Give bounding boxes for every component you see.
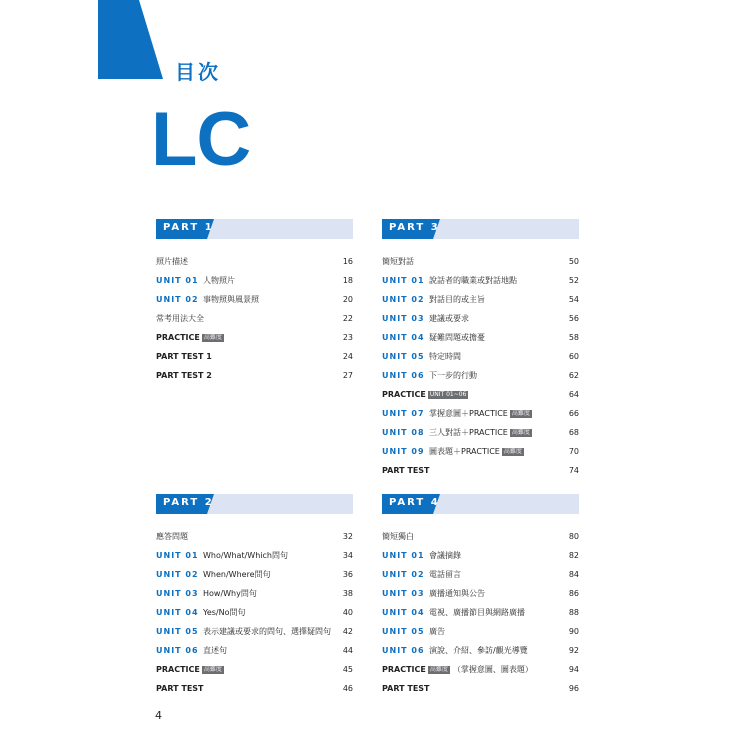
section-title: LC bbox=[151, 97, 251, 182]
part-label: PART 2 bbox=[163, 497, 214, 508]
entry-page-number: 46 bbox=[342, 683, 353, 693]
entry-title: 簡短對話 bbox=[382, 256, 414, 266]
toc-entry[interactable] bbox=[382, 366, 579, 385]
part-header bbox=[382, 494, 579, 514]
toc-entry[interactable] bbox=[156, 679, 353, 698]
toc-entry[interactable] bbox=[156, 366, 353, 385]
entry-suffix: （掌握意圖、圖表題） bbox=[452, 664, 533, 674]
entry-title: 事物照與風景照 bbox=[203, 294, 259, 304]
toc-entry[interactable] bbox=[156, 641, 353, 660]
entry-page-number: 82 bbox=[568, 550, 579, 560]
entry-page-number: 38 bbox=[342, 588, 353, 598]
unit-label: UNIT 01 bbox=[156, 550, 199, 560]
toc-entry[interactable] bbox=[382, 584, 579, 603]
difficulty-badge: UNIT 01~06 bbox=[429, 390, 467, 398]
toc-entry[interactable] bbox=[156, 546, 353, 565]
entry-page-number: 23 bbox=[342, 332, 353, 342]
entry-page-number: 40 bbox=[342, 607, 353, 617]
entry-title: 廣告 bbox=[429, 626, 445, 636]
entry-title: 照片描述 bbox=[156, 256, 188, 266]
entry-page-number: 52 bbox=[568, 275, 579, 285]
entry-page-number: 74 bbox=[568, 465, 579, 475]
part-4-section bbox=[382, 494, 579, 698]
unit-label: UNIT 01 bbox=[156, 275, 199, 285]
entry-title: Who/What/Which問句 bbox=[203, 550, 288, 560]
entry-page-number: 86 bbox=[568, 588, 579, 598]
unit-label: UNIT 06 bbox=[382, 645, 425, 655]
toc-entry[interactable] bbox=[156, 527, 353, 546]
entry-page-number: 88 bbox=[568, 607, 579, 617]
unit-label: UNIT 02 bbox=[156, 569, 199, 579]
entry-page-number: 45 bbox=[342, 664, 353, 674]
unit-label: UNIT 03 bbox=[382, 588, 425, 598]
entry-page-number: 50 bbox=[568, 256, 579, 266]
entry-title: PART TEST 2 bbox=[156, 370, 212, 380]
entry-title: 特定時間 bbox=[429, 351, 461, 361]
entry-page-number: 64 bbox=[568, 389, 579, 399]
entry-title: 三人對話＋PRACTICE bbox=[429, 427, 508, 437]
part-label: PART 4 bbox=[389, 497, 440, 508]
entry-title: 會議摘錄 bbox=[429, 550, 461, 560]
entry-page-number: 27 bbox=[342, 370, 353, 380]
entry-title: 說話者的職業或對話地點 bbox=[429, 275, 517, 285]
entry-page-number: 56 bbox=[568, 313, 579, 323]
entry-title: 下一步的行動 bbox=[429, 370, 477, 380]
toc-entry[interactable] bbox=[156, 565, 353, 584]
part-label: PART 3 bbox=[389, 222, 440, 233]
entry-title: 建議或要求 bbox=[429, 313, 469, 323]
unit-label: UNIT 06 bbox=[156, 645, 199, 655]
entry-title: PART TEST bbox=[382, 465, 430, 475]
entry-title: PART TEST bbox=[382, 683, 430, 693]
toc-entry[interactable] bbox=[156, 252, 353, 271]
toc-entry[interactable] bbox=[382, 404, 579, 423]
part-header bbox=[382, 219, 579, 239]
unit-label: UNIT 07 bbox=[382, 408, 425, 418]
entry-title: PRACTICE bbox=[156, 332, 200, 342]
entry-title: PART TEST bbox=[156, 683, 204, 693]
entry-page-number: 70 bbox=[568, 446, 579, 456]
unit-label: UNIT 04 bbox=[382, 332, 425, 342]
entry-page-number: 54 bbox=[568, 294, 579, 304]
entry-title: 常考用法大全 bbox=[156, 313, 204, 323]
toc-entry[interactable] bbox=[382, 442, 579, 461]
unit-label: UNIT 02 bbox=[156, 294, 199, 304]
toc-entry[interactable] bbox=[156, 347, 353, 366]
entry-page-number: 66 bbox=[568, 408, 579, 418]
entry-page-number: 20 bbox=[342, 294, 353, 304]
entry-title: PRACTICE bbox=[156, 664, 200, 674]
unit-label: UNIT 06 bbox=[382, 370, 425, 380]
part-label: PART 1 bbox=[163, 222, 214, 233]
entry-page-number: 92 bbox=[568, 645, 579, 655]
difficulty-badge: 高難度 bbox=[503, 447, 522, 455]
entry-title: PRACTICE bbox=[382, 664, 426, 674]
toc-entry[interactable] bbox=[156, 328, 353, 347]
entry-page-number: 68 bbox=[568, 427, 579, 437]
unit-label: UNIT 01 bbox=[382, 275, 425, 285]
toc-entry[interactable] bbox=[382, 461, 579, 480]
toc-entry[interactable] bbox=[382, 603, 579, 622]
toc-entry[interactable] bbox=[382, 641, 579, 660]
entry-page-number: 18 bbox=[342, 275, 353, 285]
toc-entry[interactable] bbox=[156, 584, 353, 603]
toc-entry[interactable] bbox=[156, 290, 353, 309]
entry-title: 直述句 bbox=[203, 645, 227, 655]
toc-entry[interactable] bbox=[382, 423, 579, 442]
corner-decoration bbox=[98, 0, 163, 79]
entry-page-number: 36 bbox=[342, 569, 353, 579]
entry-page-number: 34 bbox=[342, 550, 353, 560]
part-header bbox=[156, 219, 353, 239]
entry-page-number: 58 bbox=[568, 332, 579, 342]
unit-label: UNIT 09 bbox=[382, 446, 425, 456]
unit-label: UNIT 05 bbox=[382, 351, 425, 361]
entry-title: 人物照片 bbox=[203, 275, 235, 285]
entry-page-number: 32 bbox=[342, 531, 353, 541]
unit-label: UNIT 05 bbox=[156, 626, 199, 636]
part-3-section bbox=[382, 219, 579, 480]
part-1-section bbox=[156, 219, 353, 385]
entry-page-number: 80 bbox=[568, 531, 579, 541]
entry-title: 表示建議或要求的問句、選擇疑問句 bbox=[203, 626, 331, 636]
unit-label: UNIT 01 bbox=[382, 550, 425, 560]
page-number: 4 bbox=[155, 709, 162, 722]
entry-title: 簡短獨白 bbox=[382, 531, 414, 541]
toc-entry[interactable] bbox=[382, 622, 579, 641]
entry-title: 對話目的或主旨 bbox=[429, 294, 485, 304]
unit-label: UNIT 03 bbox=[382, 313, 425, 323]
toc-entry[interactable] bbox=[382, 328, 579, 347]
entry-page-number: 90 bbox=[568, 626, 579, 636]
entry-title: Yes/No問句 bbox=[203, 607, 246, 617]
unit-label: UNIT 05 bbox=[382, 626, 425, 636]
toc-entry[interactable] bbox=[382, 660, 579, 679]
entry-page-number: 22 bbox=[342, 313, 353, 323]
toc-entry[interactable] bbox=[156, 309, 353, 328]
entry-title: 疑難問題或擔憂 bbox=[429, 332, 485, 342]
entry-title: PART TEST 1 bbox=[156, 351, 212, 361]
unit-label: UNIT 02 bbox=[382, 294, 425, 304]
difficulty-badge: 高難度 bbox=[511, 409, 530, 417]
entry-page-number: 24 bbox=[342, 351, 353, 361]
unit-label: UNIT 04 bbox=[156, 607, 199, 617]
unit-label: UNIT 02 bbox=[382, 569, 425, 579]
toc-entry[interactable] bbox=[156, 603, 353, 622]
unit-label: UNIT 04 bbox=[382, 607, 425, 617]
toc-title: 目次 bbox=[175, 60, 221, 84]
entry-title: PRACTICE bbox=[382, 389, 426, 399]
entry-title: 電視、廣播節目與網路廣播 bbox=[429, 607, 525, 617]
toc-entry[interactable] bbox=[382, 527, 579, 546]
toc-entry[interactable] bbox=[382, 385, 579, 404]
difficulty-badge: 高難度 bbox=[203, 333, 222, 341]
difficulty-badge: 高難度 bbox=[203, 665, 222, 673]
entry-title: 掌握意圖＋PRACTICE bbox=[429, 408, 508, 418]
toc-entry[interactable] bbox=[156, 271, 353, 290]
part-2-section bbox=[156, 494, 353, 698]
entry-page-number: 84 bbox=[568, 569, 579, 579]
toc-entry[interactable] bbox=[382, 309, 579, 328]
entry-page-number: 42 bbox=[342, 626, 353, 636]
entry-page-number: 16 bbox=[342, 256, 353, 266]
entry-title: When/Where問句 bbox=[203, 569, 271, 579]
difficulty-badge: 高難度 bbox=[511, 428, 530, 436]
entry-title: 電話留言 bbox=[429, 569, 461, 579]
entry-title: 演說、介紹、參訪/觀光導覽 bbox=[429, 645, 528, 655]
toc-entry[interactable] bbox=[382, 252, 579, 271]
entry-title: 應答問題 bbox=[156, 531, 188, 541]
unit-label: UNIT 08 bbox=[382, 427, 425, 437]
entry-title: How/Why問句 bbox=[203, 588, 257, 598]
toc-entry[interactable] bbox=[156, 622, 353, 641]
entry-page-number: 94 bbox=[568, 664, 579, 674]
entry-page-number: 44 bbox=[342, 645, 353, 655]
entry-page-number: 62 bbox=[568, 370, 579, 380]
entry-page-number: 96 bbox=[568, 683, 579, 693]
toc-entry[interactable] bbox=[382, 271, 579, 290]
toc-entry[interactable] bbox=[382, 565, 579, 584]
toc-entry[interactable] bbox=[156, 660, 353, 679]
toc-entry[interactable] bbox=[382, 347, 579, 366]
part-header bbox=[156, 494, 353, 514]
toc-entry[interactable] bbox=[382, 290, 579, 309]
difficulty-badge: 高難度 bbox=[429, 665, 448, 673]
entry-title: 廣播通知與公告 bbox=[429, 588, 485, 598]
entry-title: 圖表題＋PRACTICE bbox=[429, 446, 500, 456]
unit-label: UNIT 03 bbox=[156, 588, 199, 598]
toc-entry[interactable] bbox=[382, 679, 579, 698]
entry-page-number: 60 bbox=[568, 351, 579, 361]
toc-entry[interactable] bbox=[382, 546, 579, 565]
